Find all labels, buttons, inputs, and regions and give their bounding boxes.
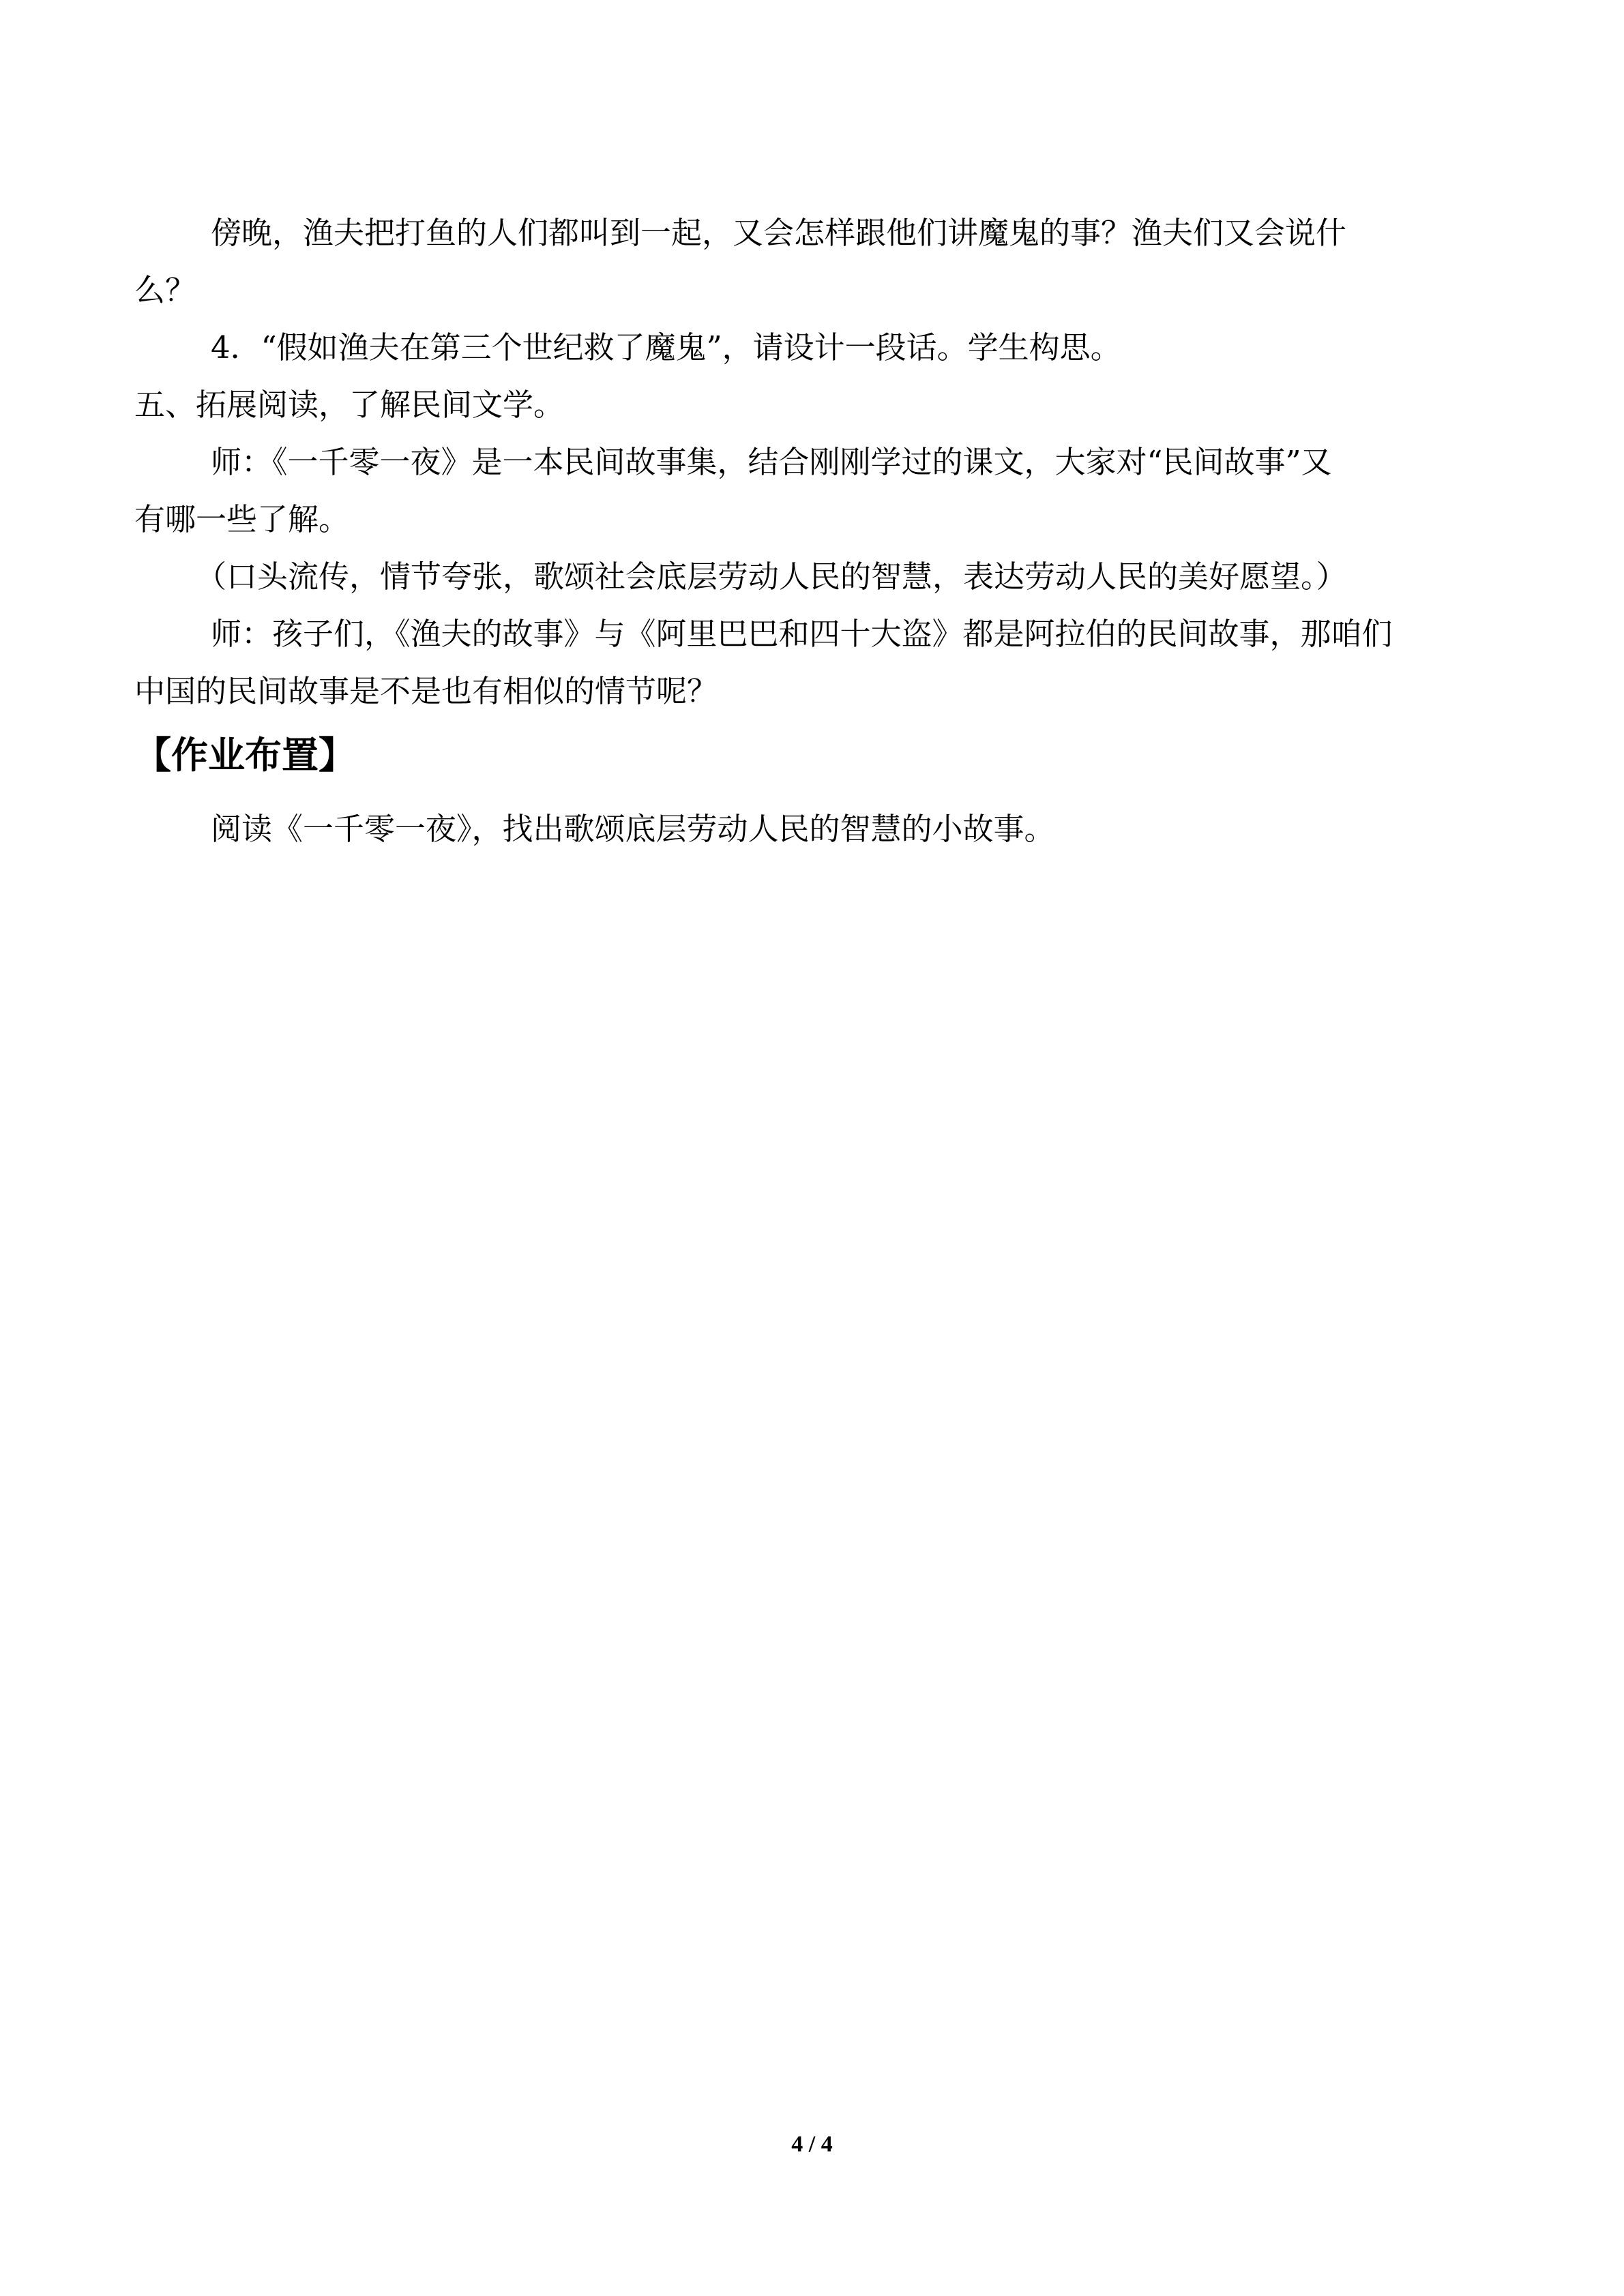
paragraph-line: 师：孩子们，《渔夫的故事》与《阿里巴巴和四十大盗》都是阿拉伯的民间故事，那咱们 — [211, 616, 1393, 652]
page-number: 4 / 4 — [791, 2132, 833, 2157]
homework-heading: 【作业布置】 — [134, 734, 355, 777]
paragraph-line: 4．“假如渔夫在第三个世纪救了魔鬼”，请设计一段话。学生构思。 — [211, 329, 1121, 366]
homework-text: 阅读《一千零一夜》，找出歌颂底层劳动人民的智慧的小故事。 — [211, 811, 1055, 847]
paragraph-line: 中国的民间故事是不是也有相似的情节呢？ — [134, 673, 718, 709]
section-heading-line: 五、拓展阅读，了解民间文学。 — [134, 387, 565, 423]
document-body — [134, 205, 1492, 858]
spacer — [134, 791, 1492, 801]
paragraph-line: （口头流传，情节夸张，歌颂社会底层劳动人民的智慧，表达劳动人民的美好愿望。） — [196, 558, 1347, 595]
paragraph-line: 师：《一千零一夜》是一本民间故事集，结合刚刚学过的课文，大家对“民间故事”又 — [211, 444, 1332, 480]
paragraph-line: 有哪一些了解。 — [134, 501, 350, 537]
paragraph-line: 傍晚，渔夫把打鱼的人们都叫到一起，又会怎样跟他们讲魔鬼的事？渔夫们又会说什 — [211, 215, 1347, 251]
paragraph-line: 么？ — [134, 272, 196, 308]
